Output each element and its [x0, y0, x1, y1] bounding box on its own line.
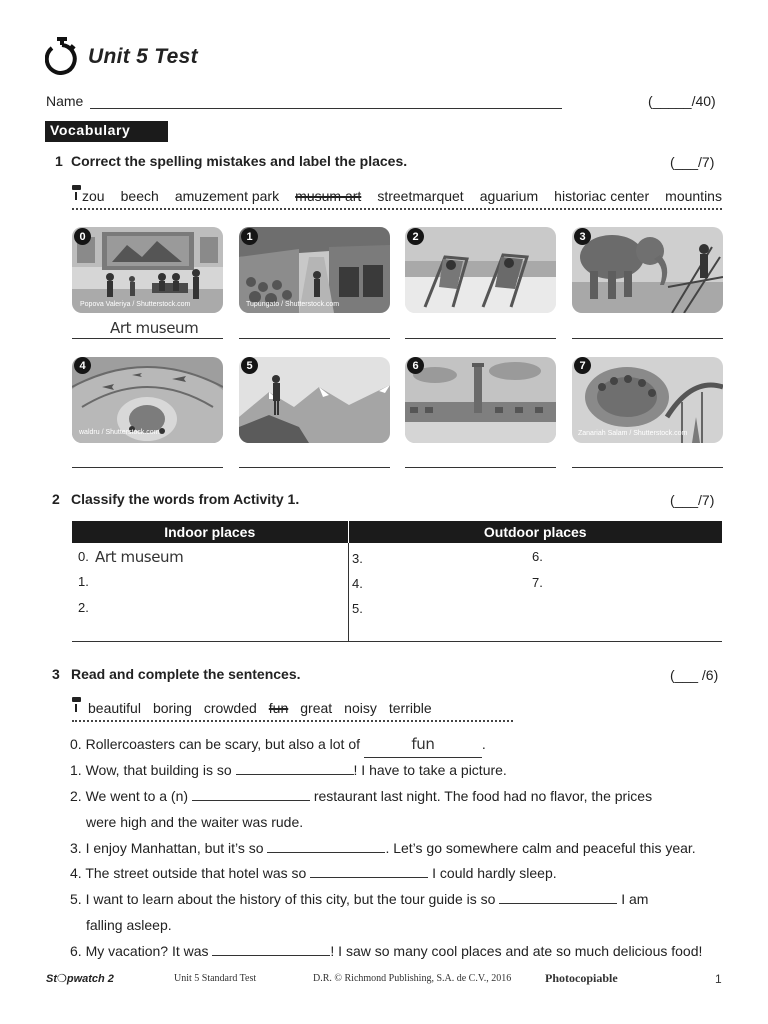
photo-number-badge: 6: [407, 357, 424, 374]
sentence-5: [70, 886, 648, 912]
sentence-blank[interactable]: [499, 903, 617, 904]
activity-1-score: (___/7): [670, 154, 715, 170]
activity-2-number: 2: [52, 491, 60, 507]
word-bank-word: boring: [152, 700, 192, 716]
photo-6-answer-line[interactable]: [405, 467, 556, 468]
sentence-text: .: [481, 736, 486, 752]
sentence-6: [70, 938, 702, 964]
word-bank-word: noisy: [344, 700, 377, 716]
photo-4-answer-line[interactable]: [72, 467, 223, 468]
sentence-number: 0.: [70, 736, 82, 752]
sentence-text: Wow, that building is so: [85, 762, 232, 778]
sentence-2: [70, 783, 652, 809]
word-bank-word: great: [300, 700, 333, 716]
word-bank-word: amuzement park: [174, 188, 280, 204]
word-bank-adjectives: [72, 700, 513, 722]
sentence-number: 2.: [70, 788, 82, 804]
word-bank-word: mountins: [665, 188, 722, 204]
sentence-text: Rollercoasters can be scary, but also a lot of: [85, 736, 361, 752]
sentence-blank[interactable]: [267, 852, 385, 853]
word-bank-word-crossed: musum art: [295, 188, 362, 204]
sentence-text: My vacation? It was: [85, 943, 209, 959]
activity-3-number: 3: [52, 666, 60, 682]
photo-number-badge: 1: [241, 228, 258, 245]
page-number: 1: [715, 972, 722, 986]
photo-0-answer: Art museum: [110, 319, 199, 337]
sentence-blank[interactable]: [236, 774, 354, 775]
word-bank-marker-icon: [72, 697, 82, 713]
outdoor-row-label: 7.: [532, 575, 543, 590]
activity-1-number: 1: [55, 153, 63, 169]
sentence-blank[interactable]: [212, 955, 330, 956]
word-bank-word: aguarium: [479, 188, 539, 204]
photo-mountains: [239, 357, 390, 443]
sentence-number: 6.: [70, 943, 82, 959]
sentence-text: ! I have to take a picture.: [353, 762, 507, 778]
photo-credit: Zanariah Salam / Shutterstock.com: [578, 430, 688, 437]
outdoor-row-label: 5.: [352, 601, 363, 616]
photo-7-answer-line[interactable]: [572, 467, 723, 468]
photo-number-badge: 7: [574, 357, 591, 374]
activity-3-instruction: Read and complete the sentences.: [71, 666, 301, 682]
footer-photocopiable: Photocopiable: [545, 971, 618, 985]
photo-number-badge: 5: [241, 357, 258, 374]
sentence-5-continued: [86, 912, 172, 938]
word-bank-word: crowded: [203, 700, 257, 716]
outdoor-header: Outdoor places: [348, 521, 722, 543]
sentence-blank[interactable]: [192, 800, 310, 801]
indoor-row-answer: Art museum: [95, 548, 184, 566]
footer-test-name: Unit 5 Standard Test: [174, 973, 257, 984]
stopwatch-icon: [45, 37, 79, 75]
vocabulary-label: Vocabulary: [50, 122, 131, 138]
word-bank-word: historiac center: [554, 188, 650, 204]
sentence-text: falling asleep.: [86, 917, 172, 933]
sentence-3: [70, 835, 696, 861]
sentence-0: [70, 731, 486, 758]
photo-3-answer-line[interactable]: [572, 338, 723, 339]
word-bank-word: streetmarquet: [377, 188, 464, 204]
sentence-text: I want to learn about the history of this city, but the tour guide is so: [85, 891, 496, 907]
word-bank-word: zou: [82, 188, 105, 204]
classify-table: [72, 521, 722, 642]
total-score: (_____/40): [648, 93, 716, 109]
indoor-row-label: 2.: [78, 600, 89, 615]
word-bank-word: beech: [120, 188, 159, 204]
sentence-text: I could hardly sleep.: [432, 865, 557, 881]
word-bank-word: terrible: [388, 700, 432, 716]
indoor-header: Indoor places: [72, 521, 348, 543]
name-field[interactable]: [90, 108, 562, 109]
sentence-number: 4.: [70, 865, 82, 881]
outdoor-row-label: 6.: [532, 549, 543, 564]
sentence-text: restaurant last night. The food had no flavor, the prices: [313, 788, 653, 804]
sentence-blank[interactable]: [310, 877, 428, 878]
photo-2-answer-line[interactable]: [405, 338, 556, 339]
word-bank-word-crossed: fun: [268, 700, 289, 716]
word-bank-word: beautiful: [88, 700, 141, 716]
outdoor-row-label: 4.: [352, 576, 363, 591]
footer-brand: St❍pwatch 2: [46, 973, 114, 985]
sentence-number: 1.: [70, 762, 82, 778]
indoor-row-label: 0.: [78, 549, 89, 564]
sentence-1: [70, 757, 507, 783]
footer-copyright: D.R. © Richmond Publishing, S.A. de C.V., 2016: [313, 973, 512, 984]
indoor-row-label: 1.: [78, 574, 89, 589]
activity-2-score: (___/7): [670, 492, 715, 508]
sentence-text: were high and the waiter was rude.: [86, 814, 304, 830]
photo-number-badge: 2: [407, 228, 424, 245]
activity-1-instruction: Correct the spelling mistakes and label the places.: [71, 153, 408, 169]
sentence-text: . Let’s go somewhere calm and peaceful this year.: [385, 840, 696, 856]
outdoor-row-label: 3.: [352, 551, 363, 566]
sentence-4: [70, 860, 557, 886]
sentence-text: I enjoy Manhattan, but it’s so: [85, 840, 264, 856]
photo-historic-center: [405, 357, 556, 443]
activity-3-score: (___ /6): [670, 667, 719, 683]
page-title: Unit 5 Test: [88, 45, 198, 68]
photo-number-badge: 4: [74, 357, 91, 374]
sentence-text: ! I saw so many cool places and ate so much delicious food!: [330, 943, 703, 959]
name-label: Name: [46, 93, 84, 109]
photo-credit: Popova Valeriya / Shutterstock.com: [80, 301, 191, 308]
sentence-text: The street outside that hotel was so: [85, 865, 307, 881]
sentence-blank: fun: [364, 731, 482, 758]
photo-credit: waldru / Shutterstock.com: [79, 429, 160, 436]
sentence-text: I am: [621, 891, 649, 907]
sentence-2-continued: [86, 809, 303, 835]
photo-1-answer-line[interactable]: [239, 338, 390, 339]
photo-zoo: [572, 227, 723, 313]
sentence-text: We went to a (n): [85, 788, 189, 804]
photo-5-answer-line[interactable]: [239, 467, 390, 468]
photo-beach: [405, 227, 556, 313]
activity-2-instruction: Classify the words from Activity 1.: [71, 491, 300, 507]
sentence-number: 5.: [70, 891, 82, 907]
photo-number-badge: 3: [574, 228, 591, 245]
word-bank-marker-icon: [72, 185, 82, 201]
photo-number-badge: 0: [74, 228, 91, 245]
photo-0-answer-line: [72, 338, 223, 339]
photo-credit: Tupungato / Shutterstock.com: [246, 301, 340, 308]
word-bank-places: [72, 188, 722, 210]
sentence-number: 3.: [70, 840, 82, 856]
